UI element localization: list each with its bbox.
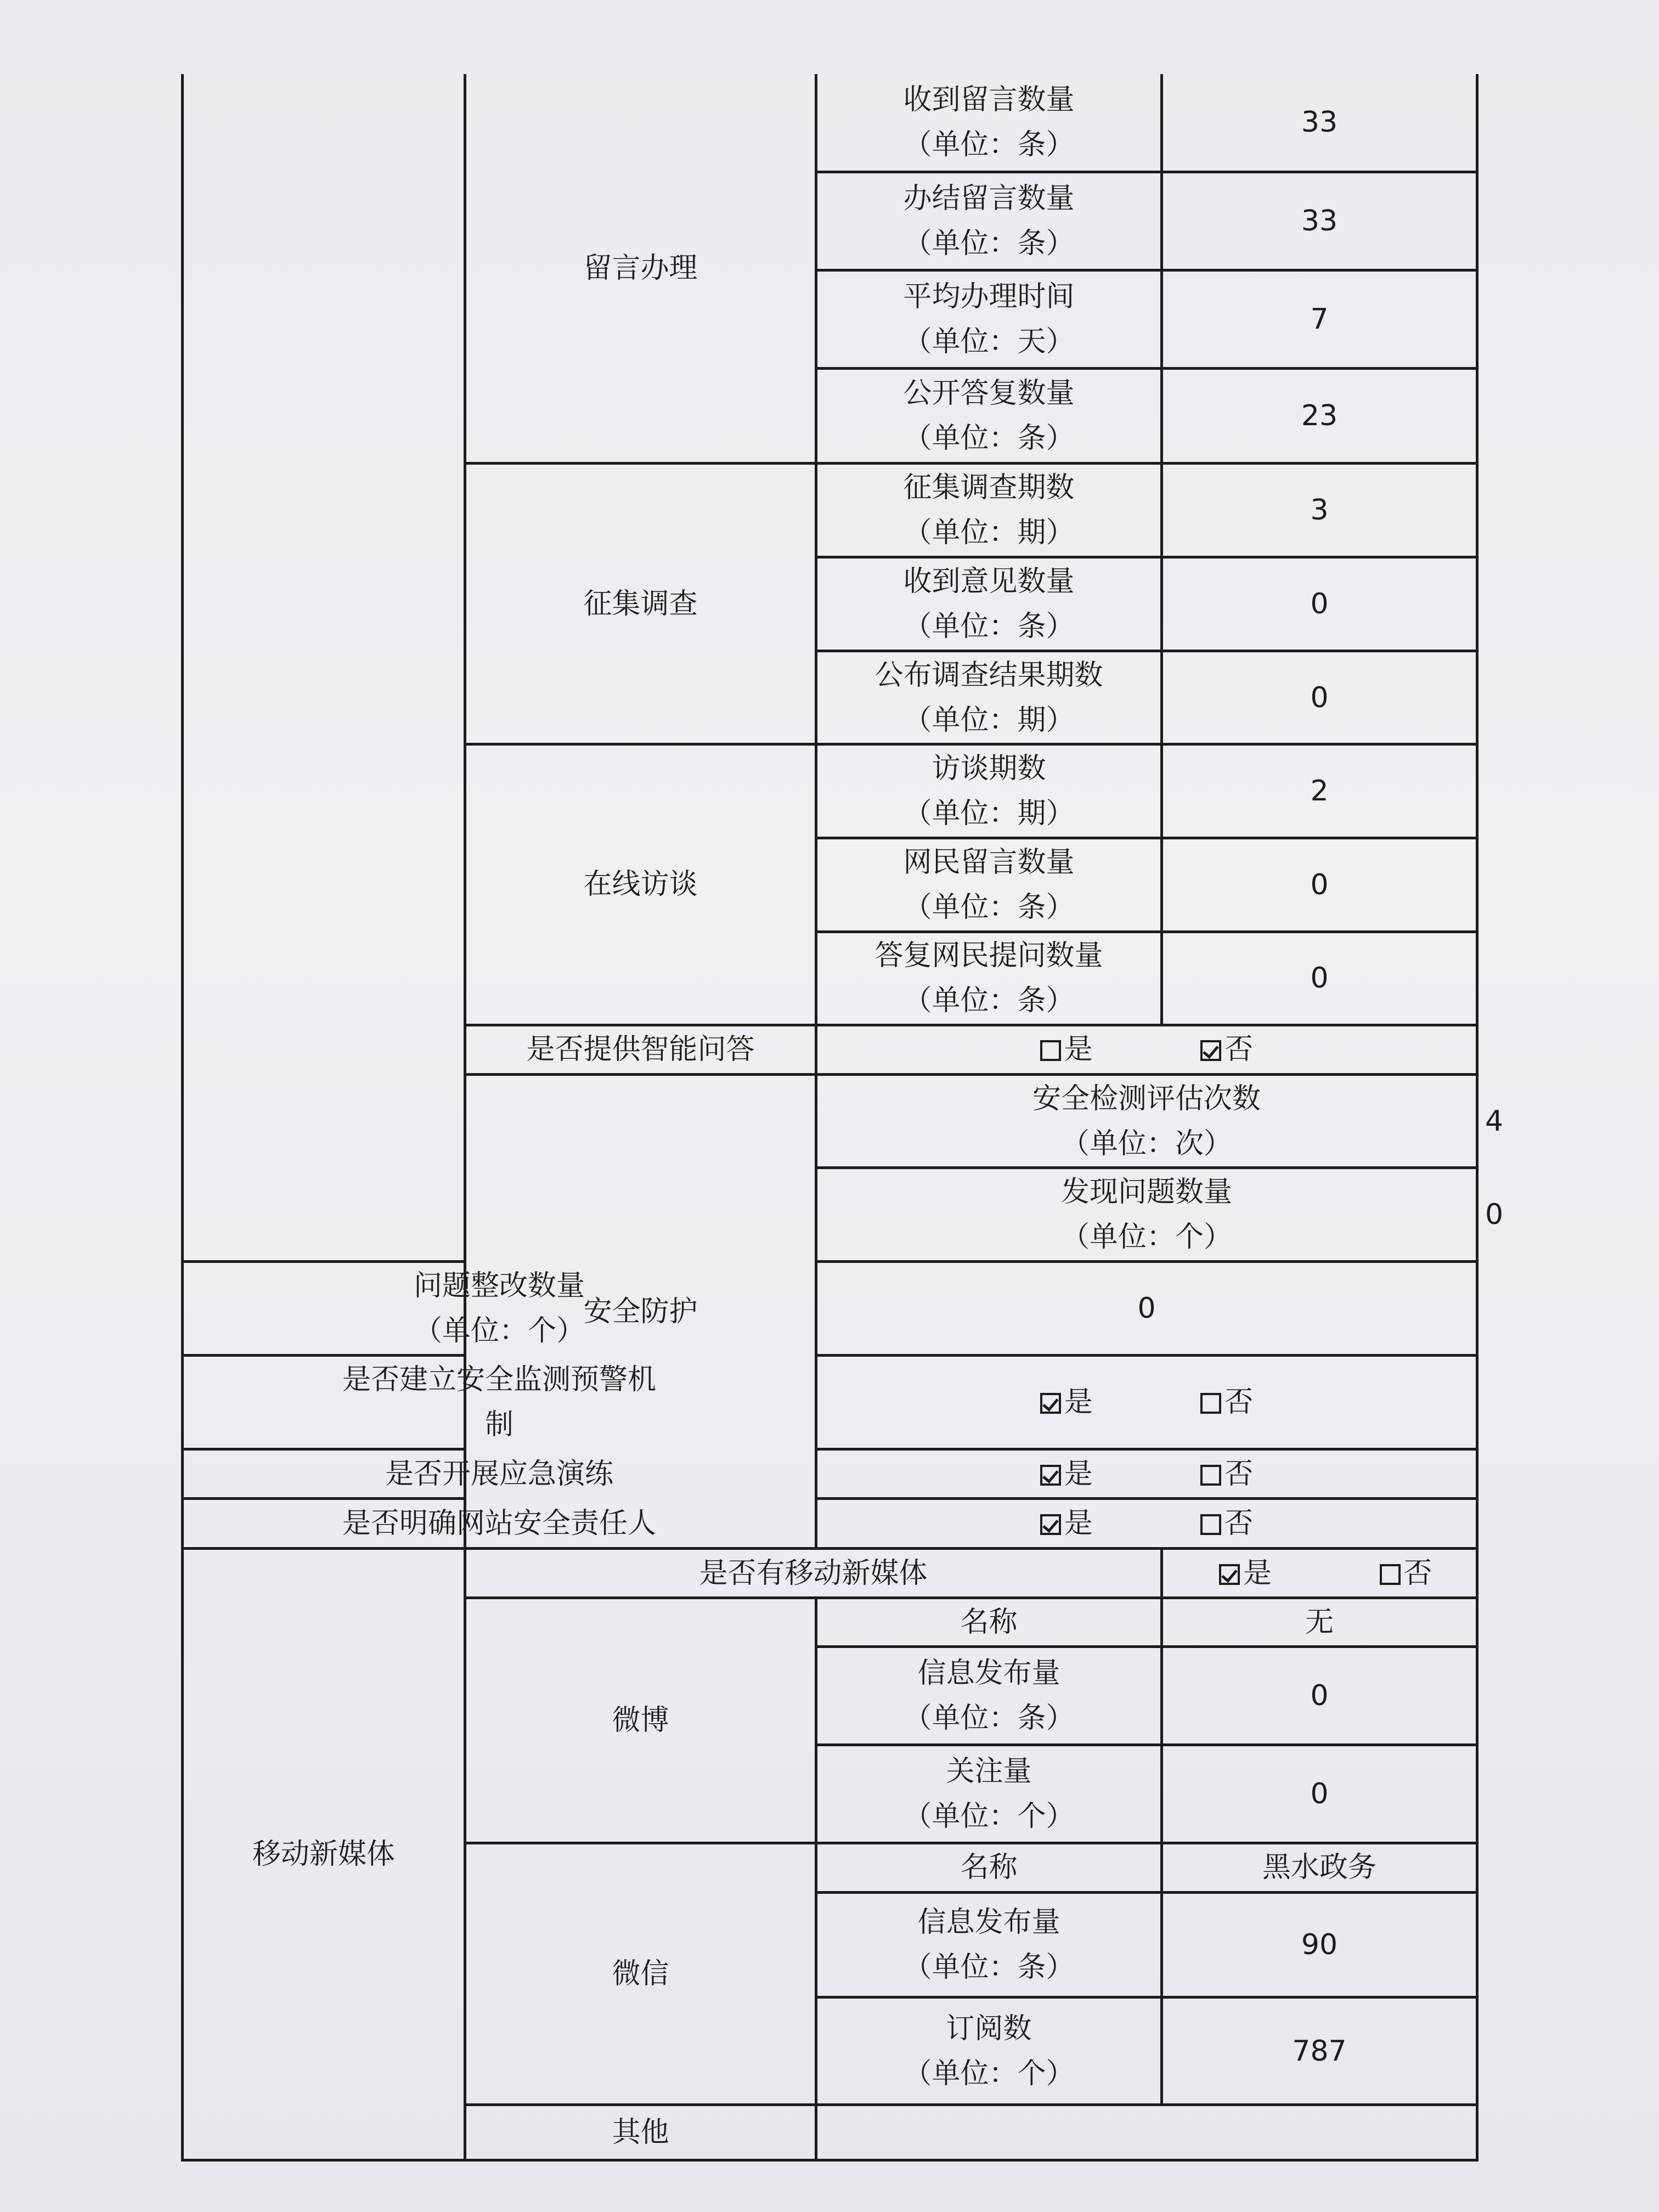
yes-label: 是 xyxy=(1243,1556,1272,1590)
resolved-label-cell xyxy=(816,172,1162,270)
avg-time-label-cell xyxy=(816,270,1162,369)
fixed-value: 0 xyxy=(816,1262,1477,1356)
wechat-title: 微信 xyxy=(465,1843,816,2105)
no-label: 否 xyxy=(1224,1033,1254,1066)
wechat-name-value: 黑水政务 xyxy=(1162,1843,1477,1892)
weibo-followers-unit: （单位：个） xyxy=(903,1799,1075,1833)
smart-qa-choice xyxy=(816,1025,1477,1074)
evaluations-label-cell xyxy=(816,1075,1477,1168)
has-media-yes-option[interactable] xyxy=(1219,1551,1272,1596)
interview-messages-label: 网民留言数量 xyxy=(903,845,1075,879)
wechat-subscribers-unit: （单位：个） xyxy=(903,2057,1075,2090)
interview-messages-unit: （单位：条） xyxy=(903,890,1075,924)
interview-answers-value: 0 xyxy=(1162,932,1477,1025)
wechat-name-label: 名称 xyxy=(816,1843,1162,1892)
table-row xyxy=(183,74,1477,172)
no-label: 否 xyxy=(1224,1457,1254,1491)
evaluations-label: 安全检测评估次数 xyxy=(1032,1082,1261,1115)
weibo-followers-label-cell xyxy=(816,1745,1162,1843)
owner-choice xyxy=(816,1499,1477,1548)
unchecked-box-icon xyxy=(1200,1393,1221,1414)
checked-box-icon xyxy=(1040,1514,1061,1535)
public-replies-label: 公开答复数量 xyxy=(903,377,1075,410)
weibo-followers-label: 关注量 xyxy=(946,1754,1032,1788)
survey-results-label: 公布调查结果期数 xyxy=(874,658,1103,692)
public-replies-value: 23 xyxy=(1162,369,1477,464)
wechat-subscribers-label: 订阅数 xyxy=(946,2012,1032,2045)
survey-opinions-value: 0 xyxy=(1162,557,1477,651)
weibo-name-value: 无 xyxy=(1162,1598,1477,1646)
wechat-posts-label: 信息发布量 xyxy=(917,1906,1060,1939)
warning-label-cell xyxy=(183,1355,816,1449)
interview-title: 在线访谈 xyxy=(465,744,816,1025)
unchecked-box-icon xyxy=(1040,1040,1061,1061)
interview-messages-value: 0 xyxy=(1162,838,1477,932)
wechat-posts-value: 90 xyxy=(1162,1893,1477,1997)
checked-box-icon xyxy=(1200,1040,1221,1061)
public-replies-label-cell xyxy=(816,369,1162,464)
owner-label: 是否明确网站安全责任人 xyxy=(183,1499,816,1548)
section-interaction-continued xyxy=(183,74,465,1262)
has-media-label: 是否有移动新媒体 xyxy=(465,1548,1162,1598)
evaluations-unit: （单位：次） xyxy=(1060,1127,1232,1160)
unchecked-box-icon xyxy=(1200,1514,1221,1535)
fixed-label: 问题整改数量 xyxy=(413,1269,585,1302)
survey-periods-label-cell xyxy=(816,464,1162,557)
drill-choice xyxy=(816,1449,1477,1498)
drill-label: 是否开展应急演练 xyxy=(183,1449,816,1498)
avg-time-value: 7 xyxy=(1162,270,1477,369)
survey-periods-label: 征集调查期数 xyxy=(903,471,1075,505)
statistics-table xyxy=(181,74,1504,2162)
interview-periods-value: 2 xyxy=(1162,744,1477,838)
avg-time-unit: （单位：天） xyxy=(903,325,1075,359)
other-value xyxy=(816,2105,1477,2160)
weibo-name-label: 名称 xyxy=(816,1598,1162,1646)
survey-results-label-cell xyxy=(816,651,1162,744)
weibo-posts-unit: （单位：条） xyxy=(903,1701,1075,1735)
weibo-title: 微博 xyxy=(465,1598,816,1843)
survey-results-value: 0 xyxy=(1162,651,1477,744)
received-unit: （单位：条） xyxy=(903,128,1075,162)
smart-qa-label: 是否提供智能问答 xyxy=(465,1025,816,1074)
checked-box-icon xyxy=(1040,1465,1061,1486)
no-label: 否 xyxy=(1224,1385,1254,1419)
unchecked-box-icon xyxy=(1200,1465,1221,1486)
smart-qa-no-option[interactable] xyxy=(1200,1027,1253,1072)
table-row xyxy=(183,1449,1477,1498)
yes-label: 是 xyxy=(1064,1033,1093,1066)
weibo-followers-value: 0 xyxy=(1162,1745,1477,1843)
warning-label-line1: 是否建立安全监测预警机 xyxy=(342,1363,656,1396)
survey-periods-unit: （单位：期） xyxy=(903,516,1075,550)
no-label: 否 xyxy=(1224,1507,1254,1541)
yes-label: 是 xyxy=(1064,1457,1093,1491)
issues-label-cell xyxy=(816,1168,1477,1262)
weibo-posts-value: 0 xyxy=(1162,1646,1477,1745)
received-label: 收到留言数量 xyxy=(903,83,1075,117)
interview-answers-label: 答复网民提问数量 xyxy=(874,939,1103,973)
warning-choice xyxy=(816,1355,1477,1449)
has-media-choice xyxy=(1162,1548,1477,1598)
issues-label: 发现问题数量 xyxy=(1060,1176,1232,1209)
avg-time-label: 平均办理时间 xyxy=(903,280,1075,314)
checked-box-icon xyxy=(1040,1393,1061,1414)
yes-label: 是 xyxy=(1064,1385,1093,1419)
table-row xyxy=(183,1262,1477,1356)
no-label: 否 xyxy=(1403,1556,1432,1590)
survey-results-unit: （单位：期） xyxy=(903,703,1075,737)
security-title: 安全防护 xyxy=(465,1075,816,1549)
checked-box-icon xyxy=(1219,1564,1240,1585)
warning-no-option[interactable] xyxy=(1200,1380,1253,1425)
received-label-cell xyxy=(816,74,1162,172)
survey-periods-value: 3 xyxy=(1162,464,1477,557)
resolved-value: 33 xyxy=(1162,172,1477,270)
interview-periods-unit: （单位：期） xyxy=(903,797,1075,830)
table-row xyxy=(183,1548,1477,1598)
message-handling-title: 留言办理 xyxy=(465,74,816,464)
interview-answers-label-cell xyxy=(816,932,1162,1025)
wechat-subscribers-label-cell xyxy=(816,1997,1162,2105)
interview-messages-label-cell xyxy=(816,838,1162,932)
interview-periods-label-cell xyxy=(816,744,1162,838)
table-row xyxy=(183,1499,1477,1548)
other-label: 其他 xyxy=(465,2105,816,2160)
resolved-label: 办结留言数量 xyxy=(903,182,1075,216)
resolved-unit: （单位：条） xyxy=(903,227,1075,261)
fixed-label-cell xyxy=(183,1262,816,1356)
table-row: 发现问题数量 （单位：个） 0 xyxy=(183,1168,1477,1262)
wechat-subscribers-value: 787 xyxy=(1162,1997,1477,2105)
interview-periods-label: 访谈期数 xyxy=(932,752,1046,785)
issues-unit: （单位：个） xyxy=(1060,1221,1232,1254)
smart-qa-yes-option[interactable] xyxy=(1040,1027,1093,1072)
wechat-posts-unit: （单位：条） xyxy=(903,1951,1075,1984)
drill-no-option[interactable] xyxy=(1200,1452,1253,1497)
survey-opinions-label-cell xyxy=(816,557,1162,651)
yes-label: 是 xyxy=(1064,1507,1093,1541)
public-replies-unit: （单位：条） xyxy=(903,422,1075,455)
table-row: 安全防护 安全检测评估次数 （单位：次） 4 xyxy=(183,1075,1477,1168)
fixed-unit: （单位：个） xyxy=(413,1314,585,1347)
received-value: 33 xyxy=(1162,74,1477,172)
survey-opinions-unit: （单位：条） xyxy=(903,610,1075,644)
owner-yes-option[interactable] xyxy=(1040,1501,1093,1546)
unchecked-box-icon xyxy=(1380,1564,1401,1585)
table-row xyxy=(183,1355,1477,1449)
weibo-posts-label-cell xyxy=(816,1646,1162,1745)
wechat-posts-label-cell xyxy=(816,1893,1162,1997)
survey-title: 征集调查 xyxy=(465,464,816,744)
has-media-no-option[interactable] xyxy=(1380,1551,1432,1596)
media-title: 移动新媒体 xyxy=(183,1548,465,2160)
owner-no-option[interactable] xyxy=(1200,1501,1253,1546)
survey-opinions-label: 收到意见数量 xyxy=(903,565,1075,599)
warning-label-line2: 制 xyxy=(484,1408,514,1441)
interview-answers-unit: （单位：条） xyxy=(903,984,1075,1018)
warning-yes-option[interactable] xyxy=(1040,1380,1093,1425)
drill-yes-option[interactable] xyxy=(1040,1452,1093,1497)
weibo-posts-label: 信息发布量 xyxy=(917,1656,1060,1690)
